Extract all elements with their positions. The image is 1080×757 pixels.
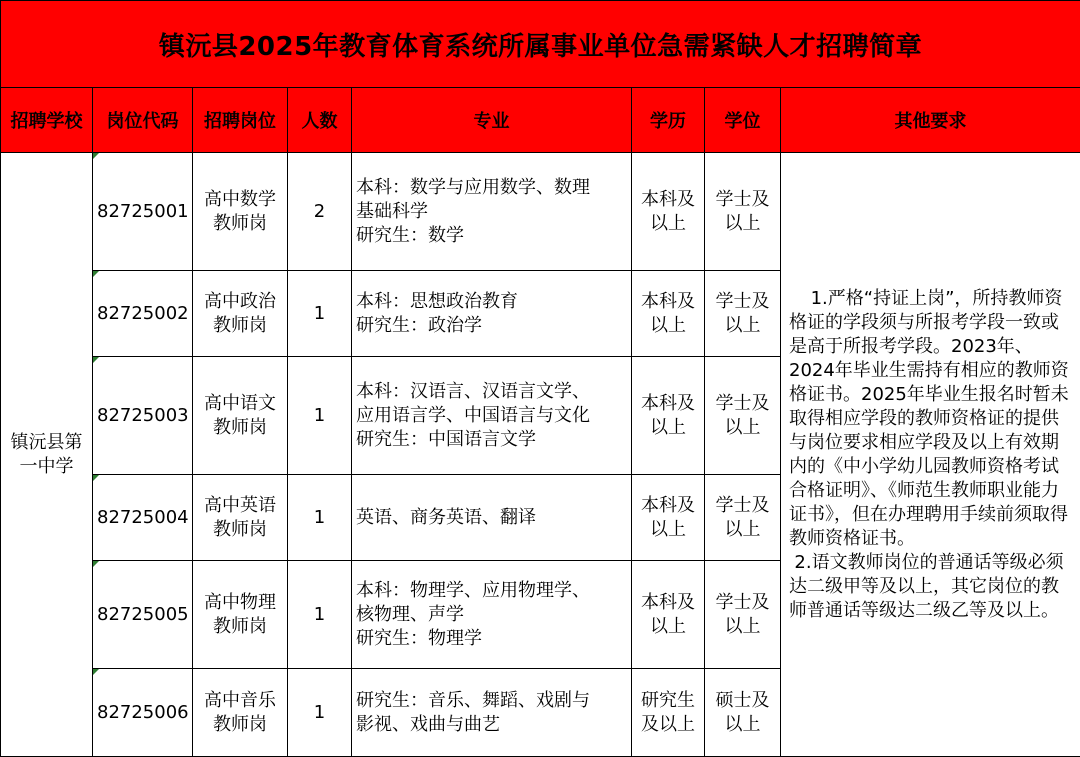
table-row <box>1 153 1080 271</box>
post-name: 高中音乐教师岗 <box>193 669 288 757</box>
head-count: 1 <box>288 271 352 357</box>
post-code: 82725006 <box>93 669 193 757</box>
requirement-1: 1.严格“持证上岗”，所持教师资格证的学段须与所报考学段一致或是高于所报考学段。2023年、2024年毕业生需持有相应的教师资格证书。2025年毕业生报名时暂未取得相应学段的教师资格证的提供与岗位要求相应学段及以上有效期内的《中小学幼儿园教师资格考试合格证明》、《师范生教师职业能力证书》，但在办理聘用手续前须取得教师资格证书。 <box>789 287 1072 551</box>
education-level: 研究生及以上 <box>632 669 705 757</box>
major-cell <box>352 271 632 357</box>
head-count: 1 <box>288 357 352 475</box>
head-count: 2 <box>288 153 352 271</box>
header-code: 岗位代码 <box>93 88 193 153</box>
major-line: 本科：思想政治教育 <box>356 290 627 314</box>
cell-marker <box>93 669 99 675</box>
major-line: 应用语言学、中国语言与文化 <box>356 404 627 428</box>
major-line: 研究生：中国语言文学 <box>356 428 627 452</box>
post-code: 82725005 <box>93 561 193 669</box>
header-major: 专业 <box>352 88 632 153</box>
post-code: 82725003 <box>93 357 193 475</box>
requirement-2: 2.语文教师岗位的普通话等级必须达二级甲等及以上，其它岗位的教师普通话等级达二级乙等及以上。 <box>789 551 1072 623</box>
major-line: 本科：数学与应用数学、数理 <box>356 176 627 200</box>
education-level: 本科及以上 <box>632 475 705 561</box>
header-degree: 学位 <box>705 88 781 153</box>
cell-marker <box>93 357 99 363</box>
post-name: 高中数学教师岗 <box>193 153 288 271</box>
major-line: 研究生：数学 <box>356 224 627 248</box>
header-count: 人数 <box>288 88 352 153</box>
major-cell <box>352 153 632 271</box>
major-line: 核物理、声学 <box>356 603 627 627</box>
education-level: 本科及以上 <box>632 357 705 475</box>
education-level: 本科及以上 <box>632 153 705 271</box>
major-cell <box>352 475 632 561</box>
education-level: 本科及以上 <box>632 271 705 357</box>
header-row <box>1 88 1080 153</box>
major-line: 基础科学 <box>356 200 627 224</box>
head-count: 1 <box>288 475 352 561</box>
header-education: 学历 <box>632 88 705 153</box>
head-count: 1 <box>288 561 352 669</box>
degree-level: 学士及以上 <box>705 357 781 475</box>
cell-marker <box>93 561 99 567</box>
cell-marker <box>93 475 99 481</box>
degree-level: 学士及以上 <box>705 153 781 271</box>
major-cell <box>352 561 632 669</box>
school-name: 镇沅县第一中学 <box>1 153 93 757</box>
major-cell <box>352 669 632 757</box>
major-line: 本科：汉语言、汉语言文学、 <box>356 380 627 404</box>
head-count: 1 <box>288 669 352 757</box>
header-post: 招聘岗位 <box>193 88 288 153</box>
other-requirements <box>781 153 1080 757</box>
post-code: 82725004 <box>93 475 193 561</box>
post-name: 高中物理教师岗 <box>193 561 288 669</box>
major-line: 影视、戏曲与曲艺 <box>356 713 627 737</box>
post-name: 高中英语教师岗 <box>193 475 288 561</box>
post-code: 82725002 <box>93 271 193 357</box>
post-name: 高中语文教师岗 <box>193 357 288 475</box>
cell-marker <box>93 271 99 277</box>
degree-level: 学士及以上 <box>705 475 781 561</box>
major-cell <box>352 357 632 475</box>
page-title: 镇沅县2025年教育体育系统所属事业单位急需紧缺人才招聘简章 <box>1 1 1080 88</box>
major-line: 研究生：政治学 <box>356 314 627 338</box>
post-code: 82725001 <box>93 153 193 271</box>
major-line: 研究生：音乐、舞蹈、戏剧与 <box>356 689 627 713</box>
major-line: 本科：物理学、应用物理学、 <box>356 579 627 603</box>
degree-level: 硕士及以上 <box>705 669 781 757</box>
major-line: 研究生：物理学 <box>356 627 627 651</box>
degree-level: 学士及以上 <box>705 271 781 357</box>
degree-level: 学士及以上 <box>705 561 781 669</box>
major-line: 英语、商务英语、翻译 <box>356 506 627 530</box>
header-requirements: 其他要求 <box>781 88 1080 153</box>
cell-marker <box>93 153 99 159</box>
education-level: 本科及以上 <box>632 561 705 669</box>
post-name: 高中政治教师岗 <box>193 271 288 357</box>
header-school: 招聘学校 <box>1 88 93 153</box>
